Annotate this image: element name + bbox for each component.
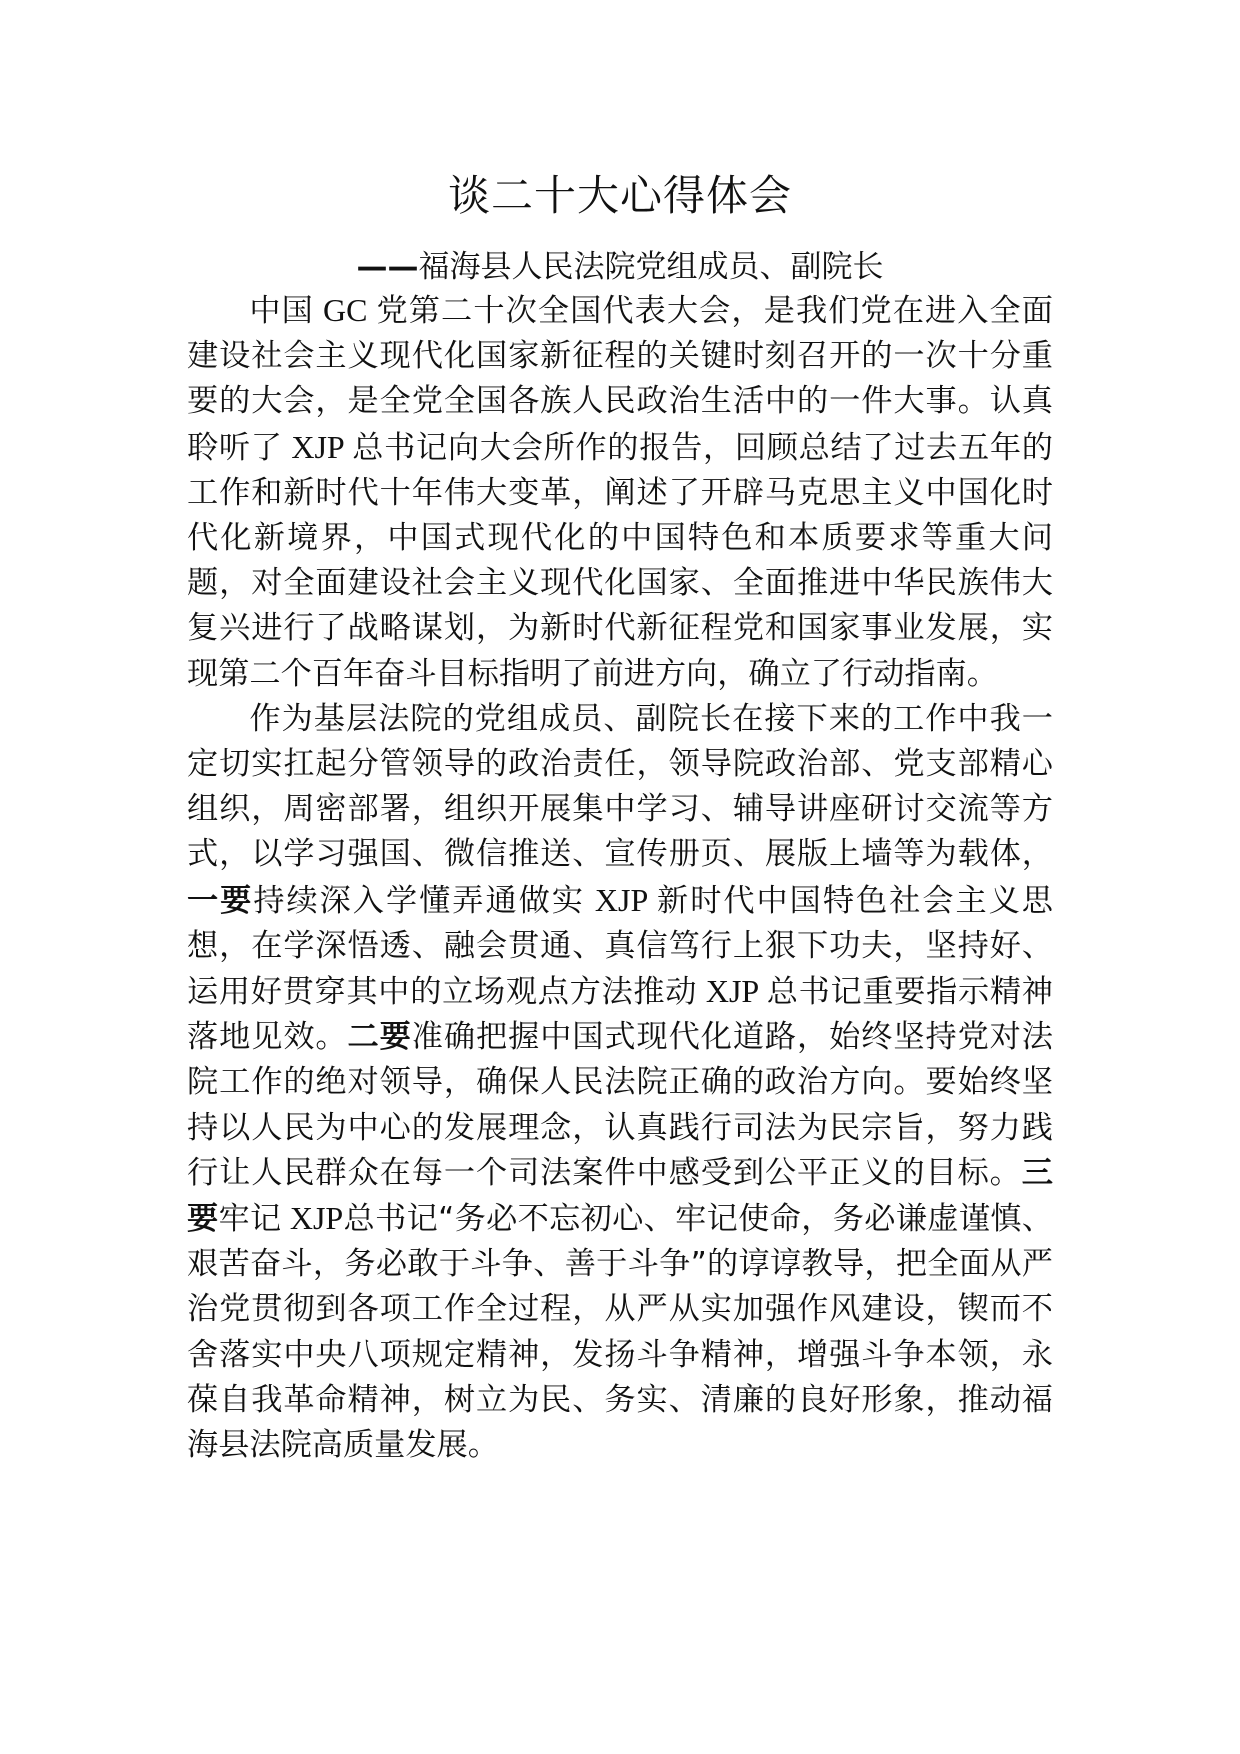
- paragraph-2-latin: XJP: [584, 881, 658, 918]
- paragraph-1-segment: 总书记向大会所作的报告，回顾总结了过去五年的工作和新时代十年伟大变革，阐述了开辟马克思主义中国化时代化新境界，中国式现代化的中国特色和本质要求等重大问题，对全面建设社会主义现代化国家、全面推进中华民族伟大复兴进行了战略谋划，为新时代新征程党和国家事业发展，实现第二个百年奋斗目标指明了前进方向，确立了行动指南。: [187, 429, 1053, 692]
- paragraph-1-latin: XJP: [282, 428, 353, 465]
- paragraph-2-segment: 新时代中国特色社会主义思想，在学深悟透、融会贯通、真信笃行上狠下功夫，坚持好、运用好贯穿其中的立场观点方法推动: [187, 882, 1053, 1011]
- paragraph-2: [187, 697, 1053, 1468]
- paragraph-1-segment: 党第二十次全国代表大会，是我们党在进入全面建设社会主义现代化国家新征程的关键时刻召开的一次十分重要的大会，是全党全国各族人民政治生活中的一件大事。认真聆听了: [187, 293, 1053, 466]
- subtitle-text: 福海县人民法院党组成员、副院长: [418, 249, 884, 285]
- document-subtitle: [0, 246, 1240, 288]
- emphasis-first: 一要: [187, 882, 254, 919]
- paragraph-2-segment: 持续深入学懂弄通做实: [253, 882, 585, 919]
- document-title: 谈二十大心得体会: [447, 171, 792, 220]
- paragraph-2-segment: 准确把握中国式现代化道路，始终坚持党对法院工作的绝对领导，确保人民法院正确的政治方向。要始终坚持以人民为中心的发展理念，认真践行司法为民宗旨，努力践行让人民群众在每一个司法案件中感受到公平正义的目标。: [187, 1019, 1053, 1191]
- paragraph-1: [187, 288, 1053, 697]
- paragraph-1-segment: 中国: [249, 293, 314, 329]
- emphasis-second: 二要: [347, 1019, 412, 1056]
- paragraph-2-segment: 总书记重要指示精神落地见效。: [187, 974, 1053, 1056]
- paragraph-2-segment: 牢记: [218, 1201, 282, 1238]
- document-body: [187, 288, 1053, 1468]
- emphasis-third: 三要: [187, 1154, 1053, 1238]
- paragraph-2-latin: XJP: [697, 973, 767, 1010]
- paragraph-2-segment: 总书记“务必不忘初心、牢记使命，务必谦虚谨慎、艰苦奋斗，务必敢于斗争、善于斗争”的谆谆教导，把全面从严治党贯彻到各项工作全过程，从严从实加强作风建设，锲而不舍落实中央八项规定精神，发扬斗争精神，增强斗争本领，永葆自我革命精神，树立为民、务实、清廉的良好形象，推动福海县法院高质量发展。: [187, 1201, 1053, 1464]
- paragraph-2-segment: 作为基层法院的党组成员、副院长在接下来的工作中我一定切实扛起分管领导的政治责任，领导院政治部、党支部精心组织，周密部署，组织开展集中学习、辅导讲座研讨交流等方式，以学习强国、微信推送、宣传册页、展版上墙等为载体，: [187, 700, 1053, 873]
- paragraph-2-latin: XJP: [281, 1200, 344, 1237]
- paragraph-1-latin: GC: [313, 292, 377, 328]
- subtitle-dash: ——: [356, 249, 419, 285]
